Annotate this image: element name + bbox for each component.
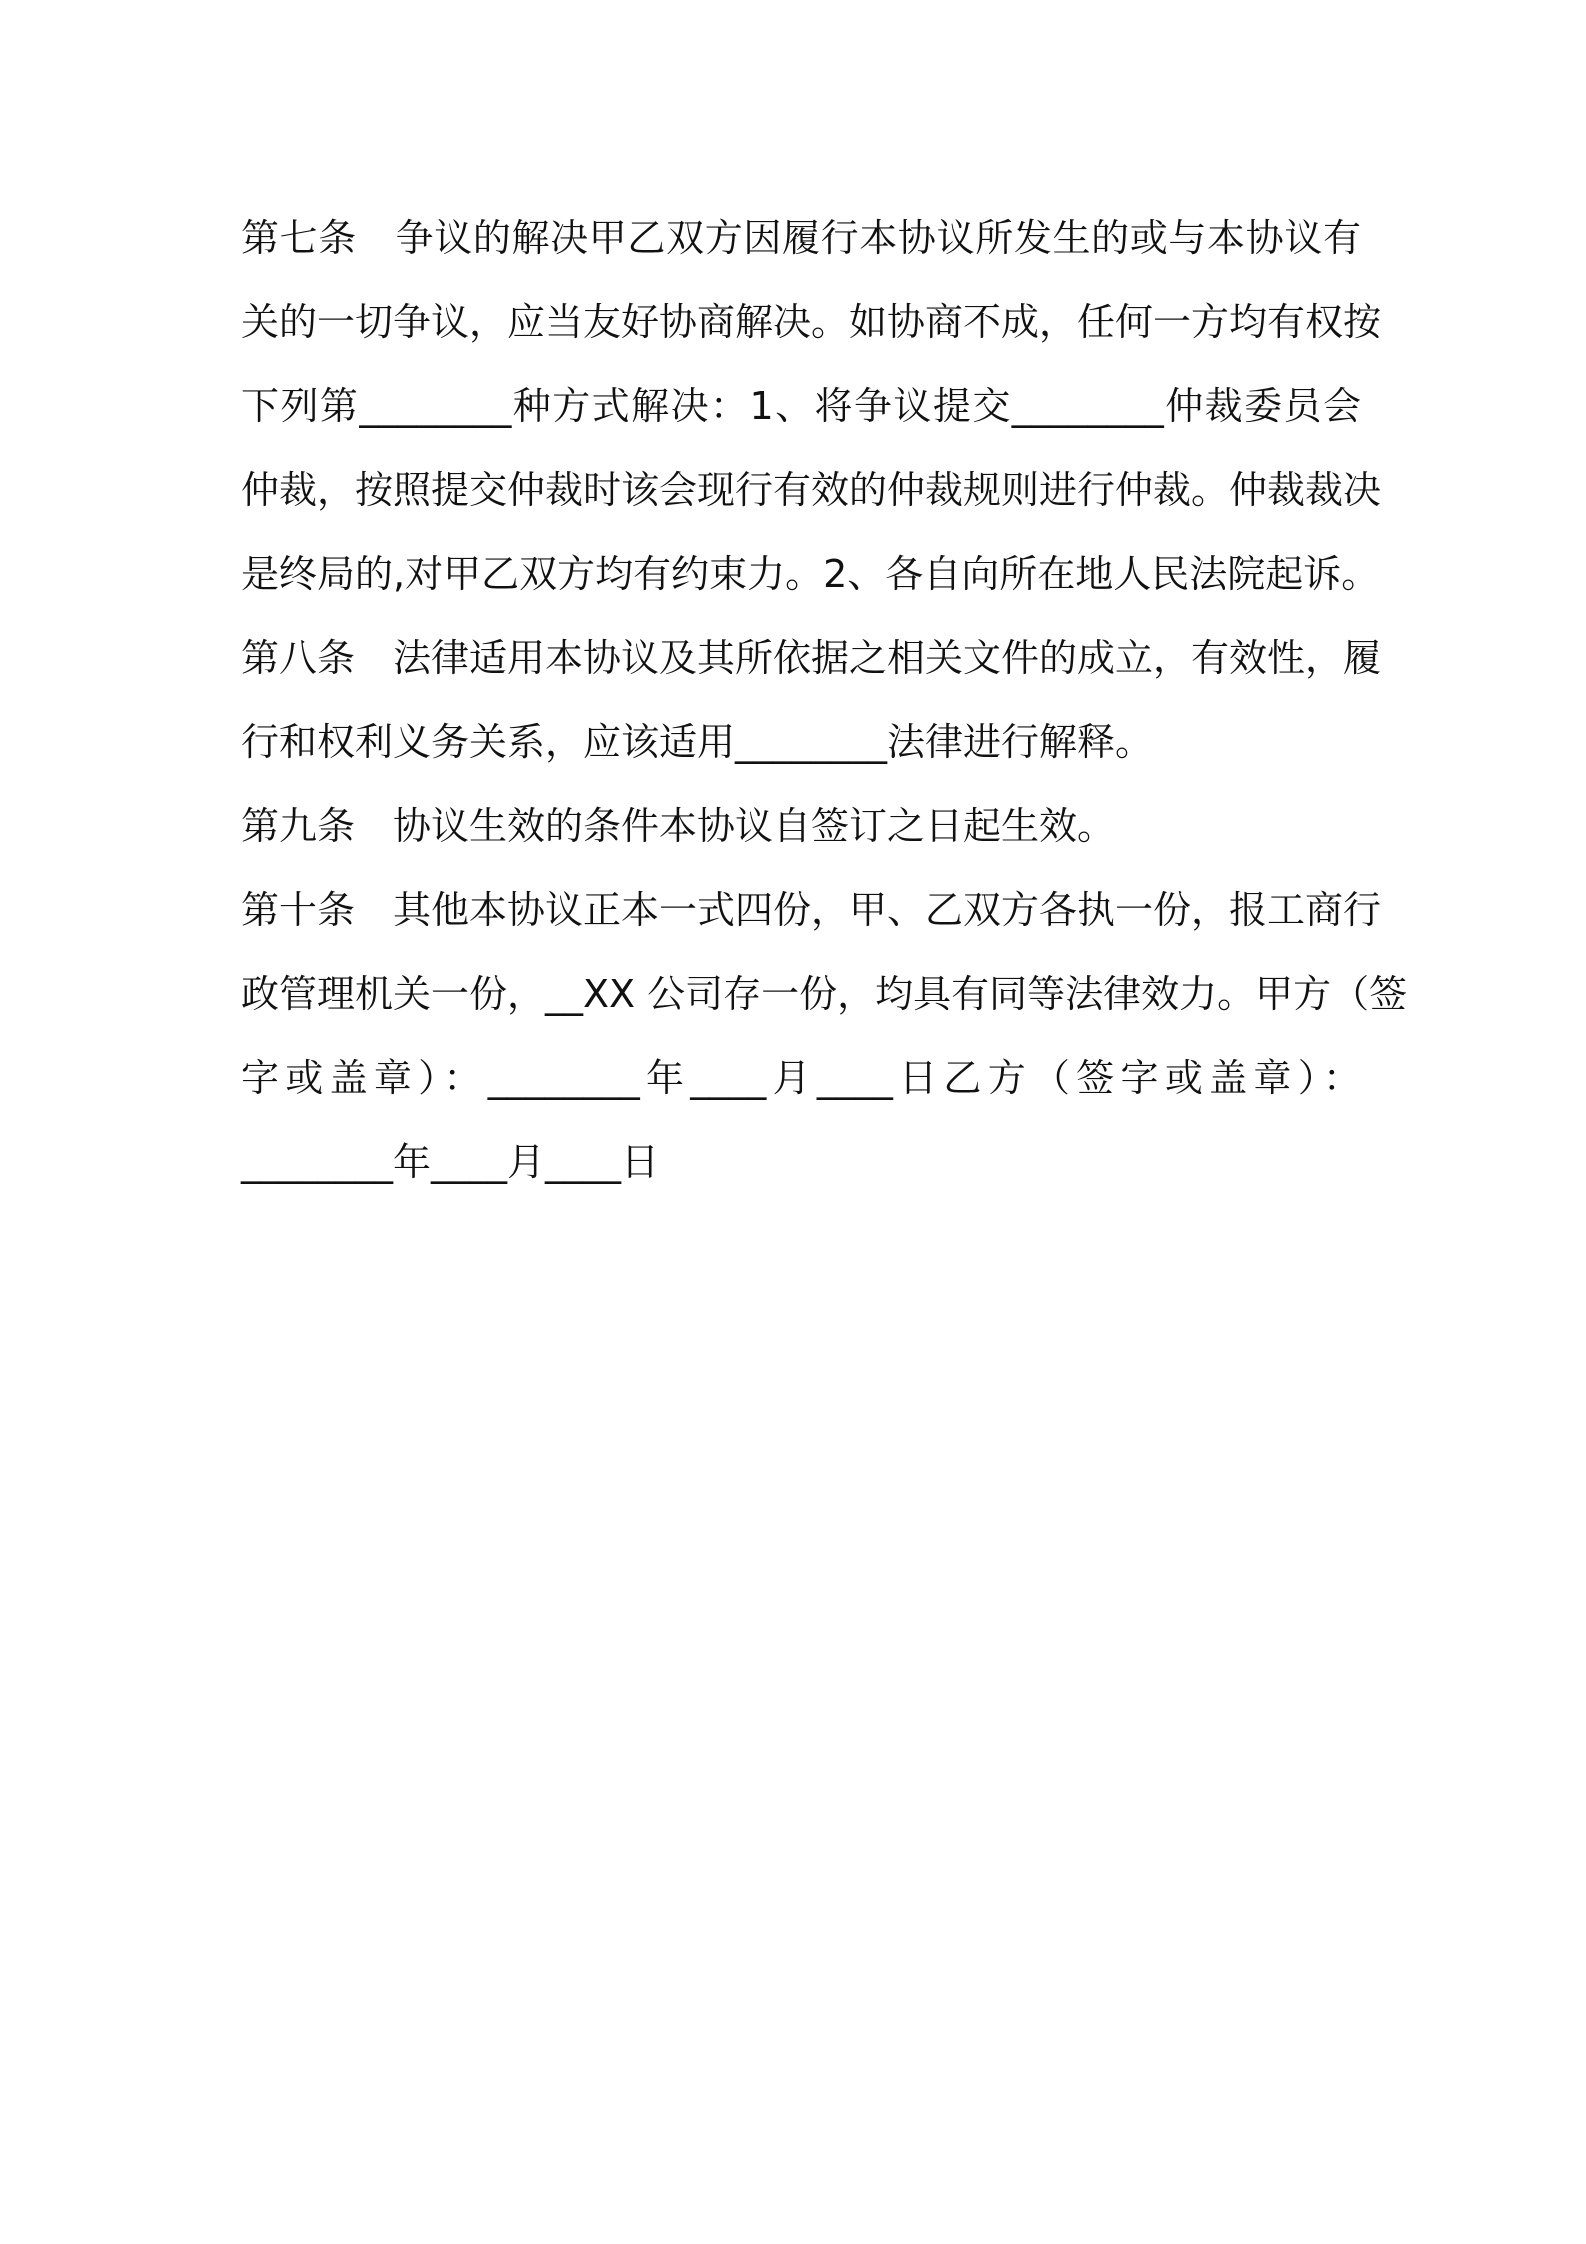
article-8-line-2: 行和权利义务关系，应该适用________法律进行解释。 — [241, 720, 1154, 764]
signature-line-1: 字或盖章）：________年____月____日乙方（签字或盖章）： — [241, 1056, 1361, 1100]
document-body — [241, 196, 1408, 1204]
signature-line-2: ________年____月____日 — [241, 1140, 660, 1184]
article-10-line-1: 第十条 其他本协议正本一式四份，甲、乙双方各执一份，报工商行 — [241, 888, 1382, 932]
article-7-line-1: 第七条 争议的解决甲乙双方因履行本协议所发生的或与本协议有 — [241, 216, 1361, 260]
article-7-line-4: 仲裁，按照提交仲裁时该会现行有效的仲裁规则进行仲裁。仲裁裁决 — [241, 468, 1382, 512]
article-9-line-1: 第九条 协议生效的条件本协议自签订之日起生效。 — [241, 804, 1116, 848]
article-7-line-5: 是终局的,对甲乙双方均有约束力。2、各自向所在地人民法院起诉。 — [241, 552, 1380, 596]
article-7-line-2: 关的一切争议，应当友好协商解决。如协商不成，任何一方均有权按 — [241, 300, 1382, 344]
article-8-line-1: 第八条 法律适用本协议及其所依据之相关文件的成立，有效性，履 — [241, 636, 1382, 680]
article-7-line-3: 下列第________种方式解决：1、将争议提交________仲裁委员会 — [241, 384, 1361, 428]
article-10-line-2: 政管理机关一份，__XX 公司存一份，均具有同等法律效力。甲方（签 — [241, 972, 1408, 1016]
